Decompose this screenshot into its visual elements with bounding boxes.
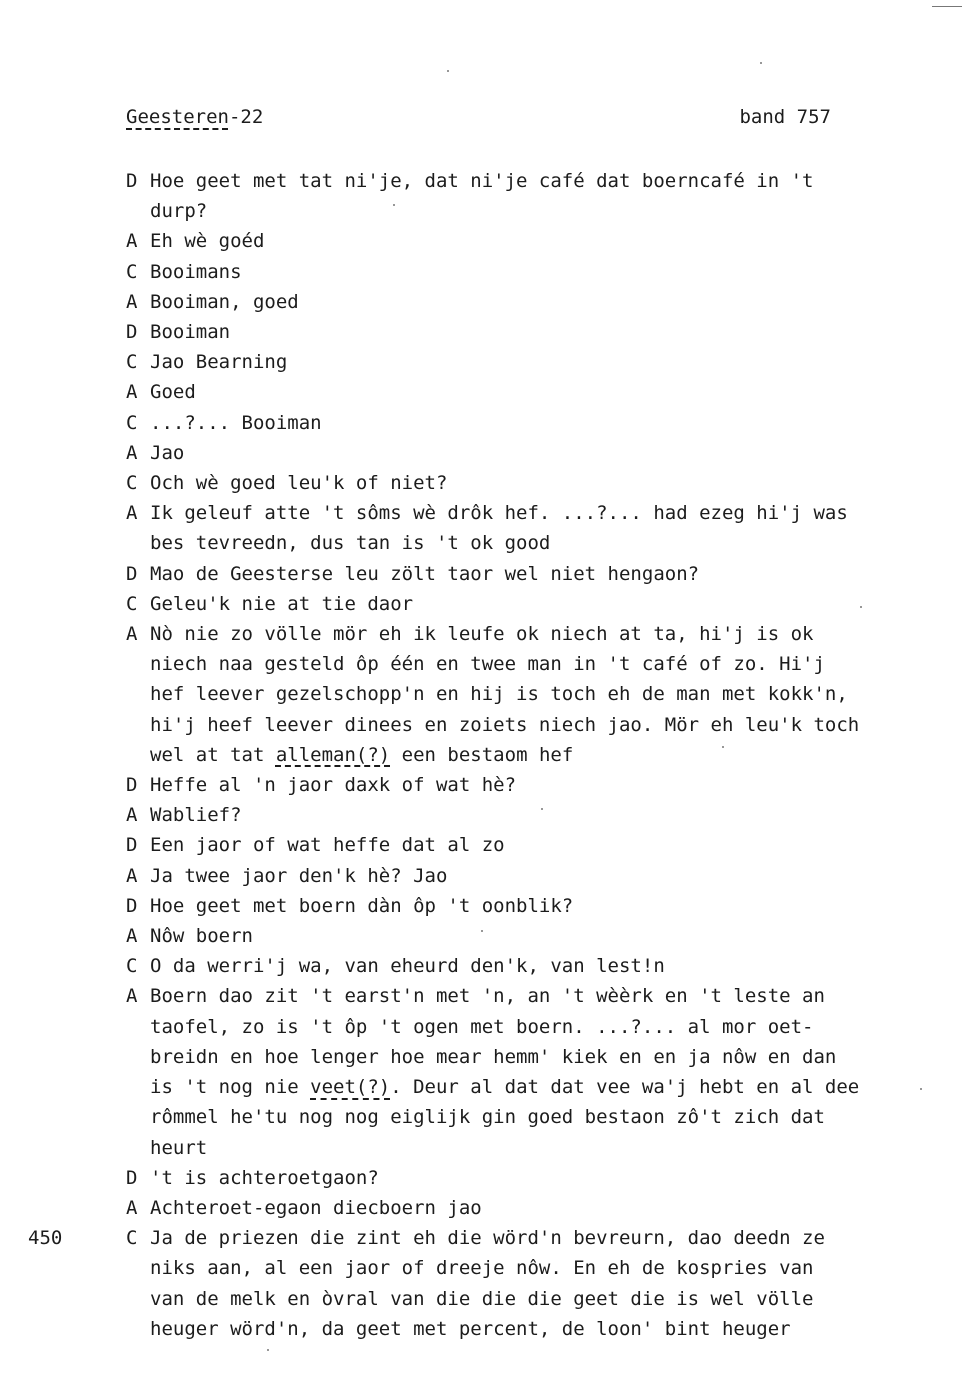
utterance-text: hi'j heef leever dinees en zoiets niech jao. Mör eh leu'k toch — [150, 713, 860, 736]
transcript-line — [126, 559, 926, 589]
transcript-line — [126, 1072, 926, 1102]
transcript-line — [126, 649, 926, 679]
utterance-text: Heffe al 'n jaor daxk of wat hè? — [150, 774, 517, 797]
speaker-label: A — [126, 290, 138, 313]
transcript-line — [126, 1314, 926, 1344]
transcript-line — [126, 468, 926, 498]
utterance-text: Jao — [150, 441, 185, 464]
speaker-label: C — [126, 351, 138, 374]
transcript-line — [126, 1012, 926, 1042]
transcript-line — [126, 166, 926, 196]
utterance-text: taofel, zo is 't ôp 't ogen met boern. ...?... al mor oet- — [150, 1015, 814, 1038]
utterance-text: wel at tat — [150, 743, 276, 766]
transcript-line — [126, 921, 926, 951]
utterance-text: ...?... Booiman — [150, 411, 322, 434]
transcript-line — [126, 226, 926, 256]
transcript-line — [126, 619, 926, 649]
scan-speck — [481, 930, 483, 932]
transcript-line — [126, 1163, 926, 1193]
speaker-label: A — [126, 985, 138, 1008]
speaker-label: A — [126, 925, 138, 948]
utterance-text: is 't nog nie — [150, 1076, 311, 1099]
utterance-text: niks aan, al een jaor of dreeje nôw. En eh de kospries van — [150, 1257, 814, 1280]
uncertain-word: alleman(?) — [275, 743, 391, 766]
speaker-label: A — [126, 230, 138, 253]
speaker-label: A — [126, 864, 138, 887]
transcript-line — [126, 981, 926, 1011]
location-number: -22 — [228, 106, 264, 128]
transcript-line — [126, 287, 926, 317]
utterance-text: van de melk en òvral van die die die geet die is wel völle — [150, 1287, 814, 1310]
transcript-line — [126, 1284, 926, 1314]
transcript-line — [126, 830, 926, 860]
speaker-label: C — [126, 472, 138, 495]
speaker-label: D — [126, 774, 138, 797]
utterance-text: durp? — [150, 200, 208, 223]
transcript-line — [126, 317, 926, 347]
speaker-label: D — [126, 834, 138, 857]
transcript-line — [126, 408, 926, 438]
scan-speck — [722, 746, 724, 748]
scan-speck — [447, 70, 449, 72]
transcript-line — [126, 1102, 926, 1132]
utterance-text: Booimans — [150, 260, 242, 283]
transcript-line — [126, 1133, 926, 1163]
utterance-text: Een jaor of wat heffe dat al zo — [150, 834, 505, 857]
transcript-line — [126, 679, 926, 709]
location-label — [126, 106, 263, 128]
transcript-line — [126, 347, 926, 377]
speaker-label: D — [126, 894, 138, 917]
transcript-line — [126, 528, 926, 558]
speaker-label: D — [126, 170, 138, 192]
speaker-label: A — [126, 441, 138, 464]
scan-speck — [393, 204, 395, 206]
speaker-label: D — [126, 321, 138, 344]
transcript-line — [126, 1042, 926, 1072]
utterance-text: Jao Bearning — [150, 351, 288, 374]
transcript-line — [126, 861, 926, 891]
location-place: Geesteren — [126, 106, 229, 128]
utterance-text: Booiman — [150, 321, 231, 344]
utterance-text: Hoe geet met tat ni'je, dat ni'je café dat boerncafé in 't — [150, 170, 814, 192]
transcript-line — [126, 740, 926, 770]
uncertain-word: veet(?) — [310, 1076, 391, 1099]
speaker-label: C — [126, 411, 138, 434]
transcript-body — [28, 166, 926, 1344]
utterance-text: O da werri'j wa, van eheurd den'k, van lest!n — [150, 955, 665, 978]
speaker-label: C — [126, 260, 138, 283]
speaker-label: A — [126, 381, 138, 404]
utterance-text: Goed — [150, 381, 196, 404]
utterance-text: rômmel he'tu nog nog eiglijk gin goed bestaon zô't zich dat — [150, 1106, 825, 1129]
transcript-line — [126, 589, 926, 619]
transcript-line — [126, 1253, 926, 1283]
line-number: 450 — [28, 1227, 63, 1250]
scan-mark — [932, 6, 962, 7]
utterance-text: Ja de priezen die zint eh die wörd'n bevreurn, dao deedn ze — [150, 1227, 825, 1250]
scan-speck — [760, 62, 762, 64]
utterance-text: Och wè goed leu'k of niet? — [150, 472, 448, 495]
utterance-text: Achteroet-egaon diecboern jao — [150, 1196, 482, 1219]
utterance-text: bes tevreedn, dus tan is 't ok good — [150, 532, 551, 555]
speaker-label: D — [126, 562, 138, 585]
utterance-text: Nôw boern — [150, 925, 253, 948]
utterance-text: Ik geleuf atte 't sôms wè drôk hef. ...?... had ezeg hi'j was — [150, 502, 848, 525]
utterance-text: Wablief? — [150, 804, 242, 827]
utterance-text: Hoe geet met boern dàn ôp 't oonblik? — [150, 894, 574, 917]
scan-speck — [267, 1349, 269, 1351]
utterance-text: Nò nie zo völle mör eh ik leufe ok niech at ta, hi'j is ok — [150, 623, 814, 646]
speaker-label: C — [126, 592, 138, 615]
transcript-line — [126, 800, 926, 830]
utterance-text: Booiman, goed — [150, 290, 299, 313]
speaker-label: C — [126, 1227, 138, 1250]
transcript-line — [126, 770, 926, 800]
utterance-text: Mao de Geesterse leu zölt taor wel niet hengaon? — [150, 562, 700, 585]
utterance-text: . Deur al dat dat vee wa'j hebt en al dee — [390, 1076, 860, 1099]
transcript-line — [126, 1193, 926, 1223]
utterance-text: heuger wörd'n, da geet met percent, de loon' bint heuger — [150, 1317, 791, 1340]
transcript-line — [126, 438, 926, 468]
speaker-label: A — [126, 623, 138, 646]
utterance-text: een bestaom hef — [390, 743, 574, 766]
utterance-text: niech naa gesteld ôp één en twee man in 't café of zo. Hi'j — [150, 653, 825, 676]
transcript-line — [126, 951, 926, 981]
utterance-text: hef leever gezelschopp'n en hij is toch eh de man met kokk'n, — [150, 683, 848, 706]
utterance-text: breidn en hoe lenger hoe mear hemm' kiek en en ja nôw en dan — [150, 1045, 837, 1068]
speaker-label: A — [126, 502, 138, 525]
transcript-line — [126, 196, 926, 226]
transcript-line — [126, 891, 926, 921]
transcript-line — [126, 257, 926, 287]
speaker-label: D — [126, 1166, 138, 1189]
scan-speck — [920, 1088, 922, 1090]
transcript-line — [126, 498, 926, 528]
speaker-label: C — [126, 955, 138, 978]
utterance-text: 't is achteroetgaon? — [150, 1166, 379, 1189]
speaker-label: A — [126, 1196, 138, 1219]
transcript-line — [126, 377, 926, 407]
utterance-text: heurt — [150, 1136, 208, 1159]
page-header — [126, 106, 831, 136]
utterance-text: Boern dao zit 't earst'n met 'n, an 't wèèrk en 't leste an — [150, 985, 825, 1008]
utterance-text: Ja twee jaor den'k hè? Jao — [150, 864, 448, 887]
utterance-text: Eh wè goéd — [150, 230, 265, 253]
speaker-label: A — [126, 804, 138, 827]
transcript-line — [126, 710, 926, 740]
transcript-line — [28, 1223, 926, 1253]
scan-speck — [860, 606, 862, 608]
utterance-text: Geleu'k nie at tie daor — [150, 592, 414, 615]
scan-speck — [541, 808, 543, 810]
tape-label: band 757 — [739, 106, 831, 128]
